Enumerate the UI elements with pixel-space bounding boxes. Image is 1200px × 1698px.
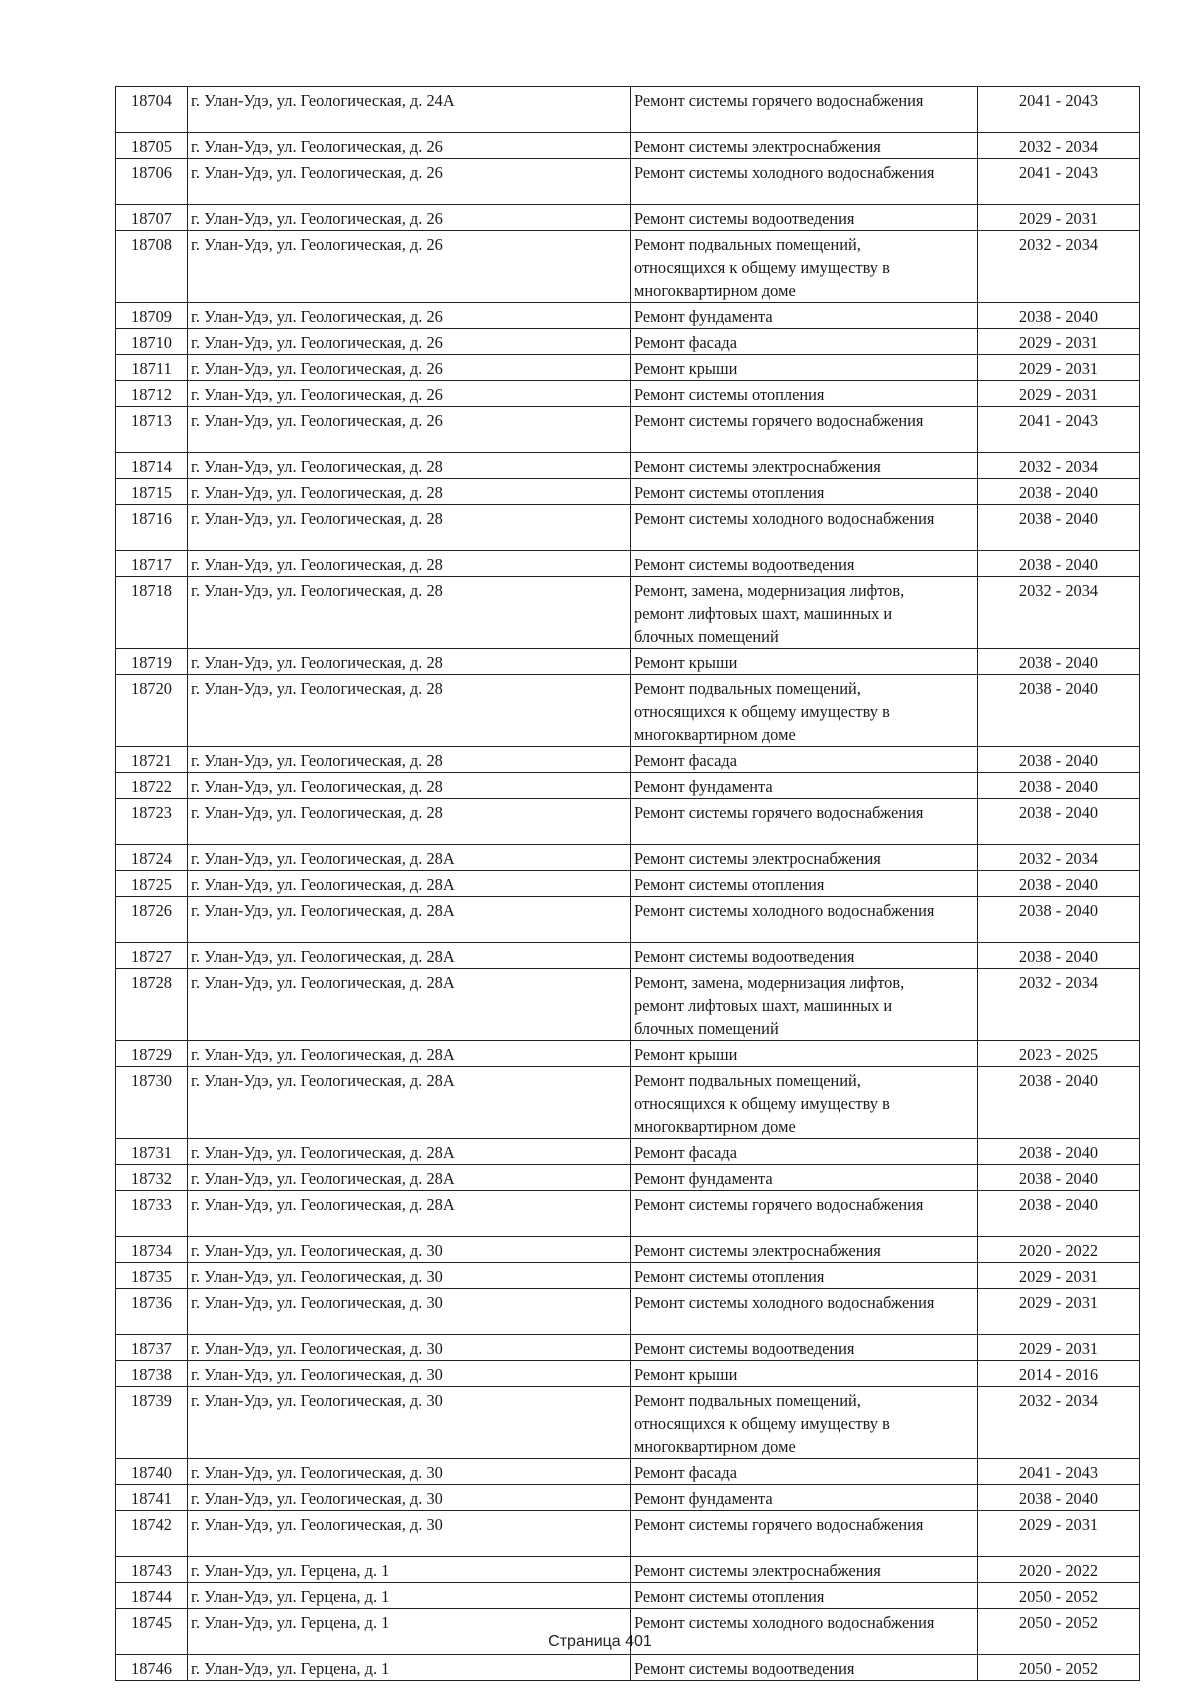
table-row bbox=[116, 1263, 1140, 1289]
address-cell: г. Улан-Удэ, ул. Геологическая, д. 26 bbox=[188, 159, 631, 205]
table-row bbox=[116, 1459, 1140, 1485]
row-number-cell: 18725 bbox=[116, 871, 188, 897]
row-number-cell: 18706 bbox=[116, 159, 188, 205]
address-cell: г. Улан-Удэ, ул. Геологическая, д. 28А bbox=[188, 1191, 631, 1237]
work-type-cell: Ремонт системы горячего водоснабжения bbox=[631, 799, 978, 845]
table-row bbox=[116, 479, 1140, 505]
work-type-cell: Ремонт фундамента bbox=[631, 1485, 978, 1511]
table-row bbox=[116, 329, 1140, 355]
address-cell: г. Улан-Удэ, ул. Геологическая, д. 26 bbox=[188, 303, 631, 329]
work-type-cell: Ремонт фасада bbox=[631, 747, 978, 773]
years-cell: 2038 - 2040 bbox=[978, 871, 1140, 897]
row-number-cell: 18741 bbox=[116, 1485, 188, 1511]
table-row bbox=[116, 845, 1140, 871]
row-number-cell: 18716 bbox=[116, 505, 188, 551]
work-type-cell: Ремонт фасада bbox=[631, 1139, 978, 1165]
row-number-cell: 18728 bbox=[116, 969, 188, 1041]
row-number-cell: 18736 bbox=[116, 1289, 188, 1335]
row-number-cell: 18743 bbox=[116, 1557, 188, 1583]
years-cell: 2029 - 2031 bbox=[978, 1511, 1140, 1557]
table-row bbox=[116, 943, 1140, 969]
work-type-cell: Ремонт, замена, модернизация лифтов, ремонт лифтовых шахт, машинных и блочных помещений bbox=[631, 969, 978, 1041]
address-cell: г. Улан-Удэ, ул. Геологическая, д. 26 bbox=[188, 355, 631, 381]
address-cell: г. Улан-Удэ, ул. Геологическая, д. 28А bbox=[188, 1139, 631, 1165]
table-row bbox=[116, 577, 1140, 649]
row-number-cell: 18746 bbox=[116, 1655, 188, 1681]
row-number-cell: 18731 bbox=[116, 1139, 188, 1165]
row-number-cell: 18739 bbox=[116, 1387, 188, 1459]
address-cell: г. Улан-Удэ, ул. Геологическая, д. 30 bbox=[188, 1289, 631, 1335]
address-cell: г. Улан-Удэ, ул. Герцена, д. 1 bbox=[188, 1655, 631, 1681]
years-cell: 2032 - 2034 bbox=[978, 133, 1140, 159]
work-type-cell: Ремонт подвальных помещений, относящихся к общему имуществу в многоквартирном доме bbox=[631, 231, 978, 303]
table-row bbox=[116, 453, 1140, 479]
work-type-cell: Ремонт системы отопления bbox=[631, 381, 978, 407]
years-cell: 2038 - 2040 bbox=[978, 1191, 1140, 1237]
row-number-cell: 18715 bbox=[116, 479, 188, 505]
years-cell: 2038 - 2040 bbox=[978, 551, 1140, 577]
row-number-cell: 18709 bbox=[116, 303, 188, 329]
table-row bbox=[116, 799, 1140, 845]
address-cell: г. Улан-Удэ, ул. Геологическая, д. 28А bbox=[188, 1165, 631, 1191]
row-number-cell: 18705 bbox=[116, 133, 188, 159]
table-row bbox=[116, 1041, 1140, 1067]
page-number: Страница 401 bbox=[548, 1633, 652, 1650]
row-number-cell: 18718 bbox=[116, 577, 188, 649]
years-cell: 2029 - 2031 bbox=[978, 1289, 1140, 1335]
address-cell: г. Улан-Удэ, ул. Геологическая, д. 30 bbox=[188, 1485, 631, 1511]
table-row bbox=[116, 1557, 1140, 1583]
years-cell: 2032 - 2034 bbox=[978, 577, 1140, 649]
work-type-cell: Ремонт крыши bbox=[631, 649, 978, 675]
work-type-cell: Ремонт системы горячего водоснабжения bbox=[631, 407, 978, 453]
work-type-cell: Ремонт фасада bbox=[631, 329, 978, 355]
address-cell: г. Улан-Удэ, ул. Геологическая, д. 28 bbox=[188, 453, 631, 479]
row-number-cell: 18704 bbox=[116, 87, 188, 133]
years-cell: 2038 - 2040 bbox=[978, 649, 1140, 675]
table-row bbox=[116, 1067, 1140, 1139]
address-cell: г. Улан-Удэ, ул. Геологическая, д. 24А bbox=[188, 87, 631, 133]
row-number-cell: 18727 bbox=[116, 943, 188, 969]
row-number-cell: 18726 bbox=[116, 897, 188, 943]
years-cell: 2038 - 2040 bbox=[978, 1067, 1140, 1139]
work-type-cell: Ремонт подвальных помещений, относящихся к общему имуществу в многоквартирном доме bbox=[631, 1387, 978, 1459]
row-number-cell: 18735 bbox=[116, 1263, 188, 1289]
work-type-cell: Ремонт подвальных помещений, относящихся к общему имуществу в многоквартирном доме bbox=[631, 675, 978, 747]
table-row bbox=[116, 205, 1140, 231]
work-type-cell: Ремонт крыши bbox=[631, 355, 978, 381]
address-cell: г. Улан-Удэ, ул. Геологическая, д. 28 bbox=[188, 577, 631, 649]
years-cell: 2038 - 2040 bbox=[978, 799, 1140, 845]
work-type-cell: Ремонт фундамента bbox=[631, 303, 978, 329]
address-cell: г. Улан-Удэ, ул. Геологическая, д. 28А bbox=[188, 1041, 631, 1067]
address-cell: г. Улан-Удэ, ул. Геологическая, д. 30 bbox=[188, 1361, 631, 1387]
years-cell: 2041 - 2043 bbox=[978, 407, 1140, 453]
row-number-cell: 18714 bbox=[116, 453, 188, 479]
years-cell: 2038 - 2040 bbox=[978, 897, 1140, 943]
row-number-cell: 18712 bbox=[116, 381, 188, 407]
repair-schedule-table bbox=[115, 86, 1140, 1681]
years-cell: 2038 - 2040 bbox=[978, 303, 1140, 329]
address-cell: г. Улан-Удэ, ул. Геологическая, д. 28 bbox=[188, 675, 631, 747]
work-type-cell: Ремонт системы водоотведения bbox=[631, 205, 978, 231]
years-cell: 2038 - 2040 bbox=[978, 1139, 1140, 1165]
years-cell: 2014 - 2016 bbox=[978, 1361, 1140, 1387]
row-number-cell: 18732 bbox=[116, 1165, 188, 1191]
work-type-cell: Ремонт системы водоотведения bbox=[631, 943, 978, 969]
table-row bbox=[116, 1191, 1140, 1237]
table-row bbox=[116, 1335, 1140, 1361]
table-row bbox=[116, 1237, 1140, 1263]
row-number-cell: 18742 bbox=[116, 1511, 188, 1557]
work-type-cell: Ремонт системы холодного водоснабжения bbox=[631, 1289, 978, 1335]
table-row bbox=[116, 381, 1140, 407]
address-cell: г. Улан-Удэ, ул. Геологическая, д. 28 bbox=[188, 747, 631, 773]
row-number-cell: 18730 bbox=[116, 1067, 188, 1139]
work-type-cell: Ремонт системы отопления bbox=[631, 479, 978, 505]
row-number-cell: 18713 bbox=[116, 407, 188, 453]
years-cell: 2038 - 2040 bbox=[978, 479, 1140, 505]
address-cell: г. Улан-Удэ, ул. Геологическая, д. 30 bbox=[188, 1459, 631, 1485]
address-cell: г. Улан-Удэ, ул. Геологическая, д. 28А bbox=[188, 943, 631, 969]
table-row bbox=[116, 355, 1140, 381]
years-cell: 2032 - 2034 bbox=[978, 969, 1140, 1041]
address-cell: г. Улан-Удэ, ул. Геологическая, д. 26 bbox=[188, 381, 631, 407]
work-type-cell: Ремонт системы водоотведения bbox=[631, 551, 978, 577]
address-cell: г. Улан-Удэ, ул. Геологическая, д. 30 bbox=[188, 1237, 631, 1263]
address-cell: г. Улан-Удэ, ул. Геологическая, д. 30 bbox=[188, 1511, 631, 1557]
work-type-cell: Ремонт системы отопления bbox=[631, 1583, 978, 1609]
years-cell: 2038 - 2040 bbox=[978, 505, 1140, 551]
years-cell: 2029 - 2031 bbox=[978, 1335, 1140, 1361]
row-number-cell: 18729 bbox=[116, 1041, 188, 1067]
years-cell: 2020 - 2022 bbox=[978, 1237, 1140, 1263]
work-type-cell: Ремонт фундамента bbox=[631, 1165, 978, 1191]
row-number-cell: 18724 bbox=[116, 845, 188, 871]
work-type-cell: Ремонт системы электроснабжения bbox=[631, 453, 978, 479]
table-row bbox=[116, 1139, 1140, 1165]
address-cell: г. Улан-Удэ, ул. Геологическая, д. 28А bbox=[188, 871, 631, 897]
address-cell: г. Улан-Удэ, ул. Геологическая, д. 28 bbox=[188, 773, 631, 799]
table-row bbox=[116, 871, 1140, 897]
row-number-cell: 18721 bbox=[116, 747, 188, 773]
address-cell: г. Улан-Удэ, ул. Геологическая, д. 28А bbox=[188, 897, 631, 943]
address-cell: г. Улан-Удэ, ул. Геологическая, д. 28 bbox=[188, 551, 631, 577]
years-cell: 2038 - 2040 bbox=[978, 675, 1140, 747]
address-cell: г. Улан-Удэ, ул. Герцена, д. 1 bbox=[188, 1583, 631, 1609]
table-row bbox=[116, 1165, 1140, 1191]
address-cell: г. Улан-Удэ, ул. Герцена, д. 1 bbox=[188, 1557, 631, 1583]
table-row bbox=[116, 1387, 1140, 1459]
address-cell: г. Улан-Удэ, ул. Геологическая, д. 28 bbox=[188, 479, 631, 505]
address-cell: г. Улан-Удэ, ул. Геологическая, д. 26 bbox=[188, 407, 631, 453]
row-number-cell: 18737 bbox=[116, 1335, 188, 1361]
row-number-cell: 18723 bbox=[116, 799, 188, 845]
table-row bbox=[116, 649, 1140, 675]
work-type-cell: Ремонт системы горячего водоснабжения bbox=[631, 1511, 978, 1557]
address-cell: г. Улан-Удэ, ул. Геологическая, д. 26 bbox=[188, 205, 631, 231]
years-cell: 2032 - 2034 bbox=[978, 1387, 1140, 1459]
row-number-cell: 18720 bbox=[116, 675, 188, 747]
table-row bbox=[116, 897, 1140, 943]
row-number-cell: 18708 bbox=[116, 231, 188, 303]
address-cell: г. Улан-Удэ, ул. Геологическая, д. 28А bbox=[188, 969, 631, 1041]
years-cell: 2038 - 2040 bbox=[978, 943, 1140, 969]
row-number-cell: 18710 bbox=[116, 329, 188, 355]
address-cell: г. Улан-Удэ, ул. Геологическая, д. 28 bbox=[188, 505, 631, 551]
address-cell: г. Улан-Удэ, ул. Геологическая, д. 26 bbox=[188, 231, 631, 303]
table-row bbox=[116, 231, 1140, 303]
years-cell: 2032 - 2034 bbox=[978, 845, 1140, 871]
table-row bbox=[116, 675, 1140, 747]
years-cell: 2041 - 2043 bbox=[978, 87, 1140, 133]
row-number-cell: 18719 bbox=[116, 649, 188, 675]
table-row bbox=[116, 87, 1140, 133]
table-row bbox=[116, 1583, 1140, 1609]
address-cell: г. Улан-Удэ, ул. Геологическая, д. 30 bbox=[188, 1335, 631, 1361]
work-type-cell: Ремонт системы водоотведения bbox=[631, 1655, 978, 1681]
years-cell: 2029 - 2031 bbox=[978, 1263, 1140, 1289]
address-cell: г. Улан-Удэ, ул. Геологическая, д. 26 bbox=[188, 329, 631, 355]
years-cell: 2050 - 2052 bbox=[978, 1583, 1140, 1609]
row-number-cell: 18717 bbox=[116, 551, 188, 577]
table-row bbox=[116, 303, 1140, 329]
row-number-cell: 18707 bbox=[116, 205, 188, 231]
work-type-cell: Ремонт системы горячего водоснабжения bbox=[631, 1191, 978, 1237]
address-cell: г. Улан-Удэ, ул. Геологическая, д. 28 bbox=[188, 799, 631, 845]
years-cell: 2038 - 2040 bbox=[978, 773, 1140, 799]
address-cell: г. Улан-Удэ, ул. Герцена, д. 1 bbox=[188, 1609, 631, 1655]
work-type-cell: Ремонт системы отопления bbox=[631, 1263, 978, 1289]
years-cell: 2041 - 2043 bbox=[978, 1459, 1140, 1485]
work-type-cell: Ремонт системы отопления bbox=[631, 871, 978, 897]
years-cell: 2020 - 2022 bbox=[978, 1557, 1140, 1583]
table-row bbox=[116, 1485, 1140, 1511]
work-type-cell: Ремонт системы электроснабжения bbox=[631, 845, 978, 871]
row-number-cell: 18745 bbox=[116, 1609, 188, 1655]
address-cell: г. Улан-Удэ, ул. Геологическая, д. 28А bbox=[188, 1067, 631, 1139]
years-cell: 2023 - 2025 bbox=[978, 1041, 1140, 1067]
row-number-cell: 18733 bbox=[116, 1191, 188, 1237]
years-cell: 2050 - 2052 bbox=[978, 1655, 1140, 1681]
table-row bbox=[116, 133, 1140, 159]
work-type-cell: Ремонт системы электроснабжения bbox=[631, 1237, 978, 1263]
work-type-cell: Ремонт фасада bbox=[631, 1459, 978, 1485]
work-type-cell: Ремонт фундамента bbox=[631, 773, 978, 799]
work-type-cell: Ремонт системы горячего водоснабжения bbox=[631, 87, 978, 133]
years-cell: 2032 - 2034 bbox=[978, 453, 1140, 479]
years-cell: 2038 - 2040 bbox=[978, 1485, 1140, 1511]
table-body bbox=[116, 87, 1140, 1681]
table-row bbox=[116, 1511, 1140, 1557]
work-type-cell: Ремонт, замена, модернизация лифтов, ремонт лифтовых шахт, машинных и блочных помещений bbox=[631, 577, 978, 649]
address-cell: г. Улан-Удэ, ул. Геологическая, д. 26 bbox=[188, 133, 631, 159]
row-number-cell: 18740 bbox=[116, 1459, 188, 1485]
table-row bbox=[116, 159, 1140, 205]
row-number-cell: 18722 bbox=[116, 773, 188, 799]
address-cell: г. Улан-Удэ, ул. Геологическая, д. 30 bbox=[188, 1387, 631, 1459]
years-cell: 2038 - 2040 bbox=[978, 1165, 1140, 1191]
work-type-cell: Ремонт системы холодного водоснабжения bbox=[631, 159, 978, 205]
work-type-cell: Ремонт системы электроснабжения bbox=[631, 1557, 978, 1583]
years-cell: 2038 - 2040 bbox=[978, 747, 1140, 773]
years-cell: 2029 - 2031 bbox=[978, 381, 1140, 407]
years-cell: 2029 - 2031 bbox=[978, 329, 1140, 355]
years-cell: 2029 - 2031 bbox=[978, 355, 1140, 381]
table-row bbox=[116, 505, 1140, 551]
work-type-cell: Ремонт крыши bbox=[631, 1041, 978, 1067]
row-number-cell: 18711 bbox=[116, 355, 188, 381]
row-number-cell: 18734 bbox=[116, 1237, 188, 1263]
work-type-cell: Ремонт системы холодного водоснабжения bbox=[631, 1609, 978, 1655]
table-row bbox=[116, 1361, 1140, 1387]
work-type-cell: Ремонт системы холодного водоснабжения bbox=[631, 505, 978, 551]
table-row bbox=[116, 1289, 1140, 1335]
table-row bbox=[116, 407, 1140, 453]
address-cell: г. Улан-Удэ, ул. Геологическая, д. 30 bbox=[188, 1263, 631, 1289]
address-cell: г. Улан-Удэ, ул. Геологическая, д. 28А bbox=[188, 845, 631, 871]
work-type-cell: Ремонт подвальных помещений, относящихся к общему имуществу в многоквартирном доме bbox=[631, 1067, 978, 1139]
work-type-cell: Ремонт крыши bbox=[631, 1361, 978, 1387]
table-row bbox=[116, 747, 1140, 773]
row-number-cell: 18738 bbox=[116, 1361, 188, 1387]
years-cell: 2032 - 2034 bbox=[978, 231, 1140, 303]
table-row bbox=[116, 1655, 1140, 1681]
years-cell: 2041 - 2043 bbox=[978, 159, 1140, 205]
table-row bbox=[116, 773, 1140, 799]
work-type-cell: Ремонт системы водоотведения bbox=[631, 1335, 978, 1361]
table-row bbox=[116, 551, 1140, 577]
years-cell: 2050 - 2052 bbox=[978, 1609, 1140, 1655]
years-cell: 2029 - 2031 bbox=[978, 205, 1140, 231]
row-number-cell: 18744 bbox=[116, 1583, 188, 1609]
work-type-cell: Ремонт системы холодного водоснабжения bbox=[631, 897, 978, 943]
work-type-cell: Ремонт системы электроснабжения bbox=[631, 133, 978, 159]
table-row bbox=[116, 969, 1140, 1041]
address-cell: г. Улан-Удэ, ул. Геологическая, д. 28 bbox=[188, 649, 631, 675]
